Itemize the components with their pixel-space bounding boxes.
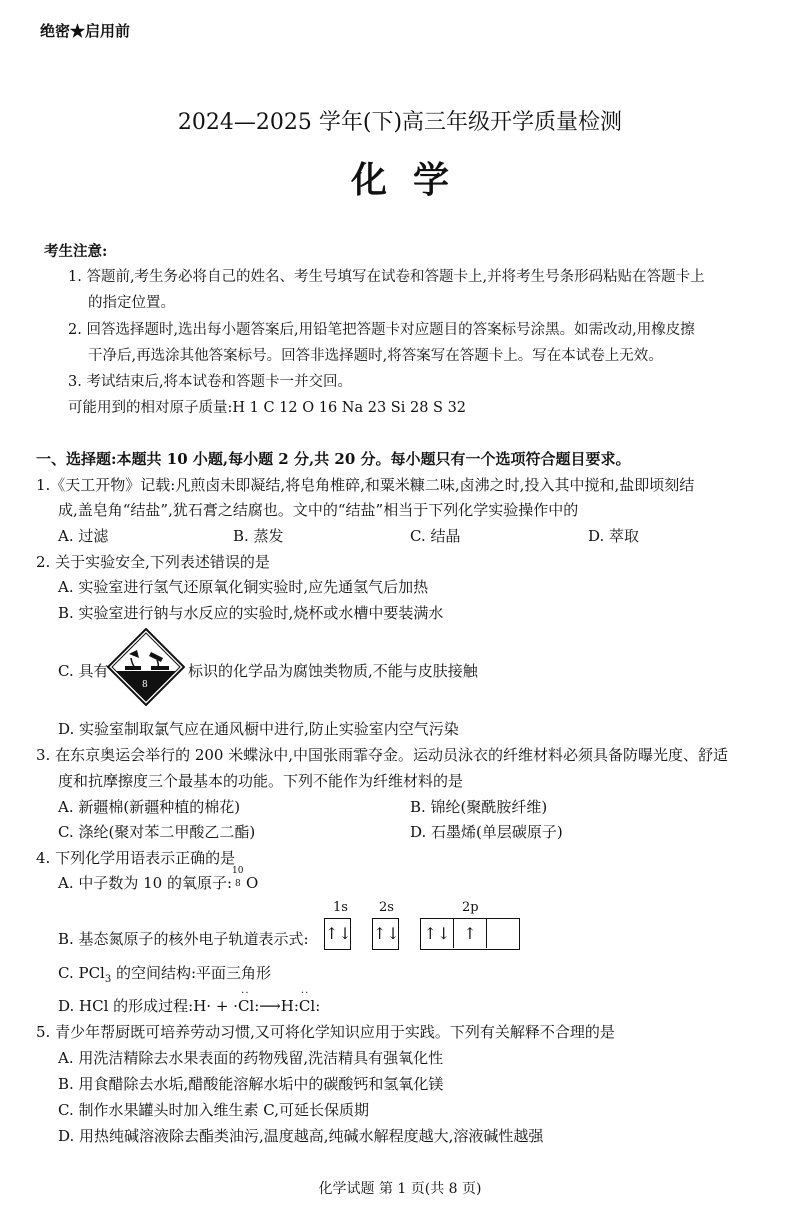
q4-option-a xyxy=(58,866,259,893)
q2-option-a: A. 实验室进行氢气还原氧化铜实验时,应先通氢气后加热 xyxy=(58,578,429,596)
lewis-cl-reactant xyxy=(233,988,260,1015)
corrosive-hazard-icon xyxy=(107,628,185,706)
cl-atom: ·Cl: xyxy=(233,997,260,1015)
q4-option-b-text: B. 基态氮原子的核外电子轨道表示式: xyxy=(58,930,309,948)
section-heading: 一、选择题:本题共 10 小题,每小题 2 分,共 20 分。每小题只有一个选项符合题目要求。 xyxy=(36,450,631,468)
notice-item: 3. 考试结束后,将本试卷和答题卡一并交回。 xyxy=(68,374,353,390)
q2-option-c-prefix: C. 具有 xyxy=(58,662,109,680)
lone-pair-dots: ·· xyxy=(241,988,250,999)
orbital-cell: ↑↓ xyxy=(325,924,352,943)
orbital-box-2s xyxy=(372,918,399,950)
atomic-number: 8 xyxy=(235,879,241,889)
q2-stem: 2. 关于实验安全,下列表述错误的是 xyxy=(36,553,270,571)
q1-option-d: D. 萃取 xyxy=(588,527,640,545)
lone-pair-dots: ·· xyxy=(300,988,310,999)
orbital-cell: ↑↓ xyxy=(421,919,454,948)
q2-option-b: B. 实验室进行钠与水反应的实验时,烧杯或水槽中要装满水 xyxy=(58,604,444,622)
lewis-cl-product xyxy=(298,988,321,1015)
q3-stem-line1: 3. 在东京奥运会举行的 200 米蝶泳中,中国张雨霏夺金。运动员泳衣的纤维材料必须具备防曝光度、舒适 xyxy=(36,746,729,764)
q5-option-c: C. 制作水果罐头时加入维生素 C,可延长保质期 xyxy=(58,1101,369,1119)
q1-option-b: B. 蒸发 xyxy=(233,527,284,545)
q2-option-c-suffix: 标识的化学品为腐蚀类物质,不能与皮肤接触 xyxy=(188,662,478,680)
element-symbol: O xyxy=(246,874,259,892)
subscript: 3 xyxy=(104,974,112,985)
q5-option-b: B. 用食醋除去水垢,醋酸能溶解水垢中的碳酸钙和氢氧化镁 xyxy=(58,1075,444,1093)
q4-stem: 4. 下列化学用语表示正确的是 xyxy=(36,849,236,867)
mass-number: 10 xyxy=(232,866,244,876)
q3-stem-line2: 度和抗摩擦度三个最基本的功能。下列不能作为纤维材料的是 xyxy=(58,772,464,790)
hazard-number: 8 xyxy=(142,680,148,690)
q4-option-d-text: D. HCl 的形成过程:H· + xyxy=(58,997,234,1015)
reaction-arrow: ⟶H: xyxy=(259,997,299,1015)
q4-option-c-text: C. PCl xyxy=(58,964,105,982)
q4-option-c xyxy=(58,962,271,985)
cl-atom: Cl: xyxy=(298,997,321,1015)
orbital-box-1s xyxy=(324,918,351,950)
q5-stem: 5. 青少年帮厨既可培养劳动习惯,又可将化学知识应用于实践。下列有关解释不合理的是 xyxy=(36,1023,615,1041)
q1-stem-line2: 成,盖皂角“结盐”,犹石膏之结腐也。文中的“结盐”相当于下列化学实验操作中的 xyxy=(58,501,579,519)
notice-item: 的指定位置。 xyxy=(88,295,175,311)
q4-option-a-text: A. 中子数为 10 的氧原子: xyxy=(58,874,233,892)
orbital-box-2p xyxy=(420,918,520,950)
notice-item: 2. 回答选择题时,选出每小题答案后,用铅笔把答题卡对应题目的答案标号涂黑。如需改动,用橡皮擦 xyxy=(68,322,695,338)
q3-option-d: D. 石墨烯(单层碳原子) xyxy=(410,823,563,841)
q1-stem-line1: 1.《天工开物》记载:凡煎卤未即凝结,将皂角椎碎,和粟米糠二味,卤沸之时,投入其中搅和,盐即顷刻结 xyxy=(36,476,695,494)
orbital-cell: ↑ xyxy=(454,919,487,948)
nuclide-notation xyxy=(232,866,246,890)
notice-heading: 考生注意: xyxy=(44,243,108,260)
q3-option-c: C. 涤纶(聚对苯二甲酸乙二酯) xyxy=(58,823,256,841)
q3-option-a: A. 新疆棉(新疆种植的棉花) xyxy=(58,798,241,816)
exam-title: 2024—2025 学年(下)高三年级开学质量检测 xyxy=(177,110,623,135)
q1-option-a: A. 过滤 xyxy=(58,527,109,545)
subject-title: 化学 xyxy=(350,159,475,201)
atomic-masses: 可能用到的相对原子质量:H 1 C 12 O 16 Na 23 Si 28 S 32 xyxy=(68,400,467,416)
q1-option-c: C. 结晶 xyxy=(410,527,461,545)
q2-option-d: D. 实验室制取氯气应在通风橱中进行,防止实验室内空气污染 xyxy=(58,720,459,738)
q4-option-d xyxy=(58,988,321,1016)
q3-option-b: B. 锦纶(聚酰胺纤维) xyxy=(410,798,548,816)
notice-item: 1. 答题前,考生务必将自己的姓名、考生号填写在试卷和答题卡上,并将考生号条形码粘贴在答题卡上 xyxy=(68,269,705,285)
orbital-label-2p: 2p xyxy=(462,900,479,915)
notice-item: 干净后,再选涂其他答案标号。回答非选择题时,将答案写在答题卡上。写在本试卷上无效。 xyxy=(88,348,663,364)
page-footer: 化学试题 第 1 页(共 8 页) xyxy=(318,1181,482,1197)
q4-option-c-text-2: 的空间结构:平面三角形 xyxy=(111,964,272,982)
q5-option-d: D. 用热纯碱溶液除去酯类油污,温度越高,纯碱水解程度越大,溶液碱性越强 xyxy=(58,1127,544,1145)
confidential-mark: 绝密★启用前 xyxy=(40,22,131,40)
orbital-label-2s: 2s xyxy=(379,900,394,915)
q5-option-a: A. 用洗洁精除去水果表面的药物残留,洗洁精具有强氧化性 xyxy=(58,1049,444,1067)
orbital-cell: ↑↓ xyxy=(373,924,400,943)
orbital-cell xyxy=(487,919,519,948)
orbital-label-1s: 1s xyxy=(333,900,348,915)
